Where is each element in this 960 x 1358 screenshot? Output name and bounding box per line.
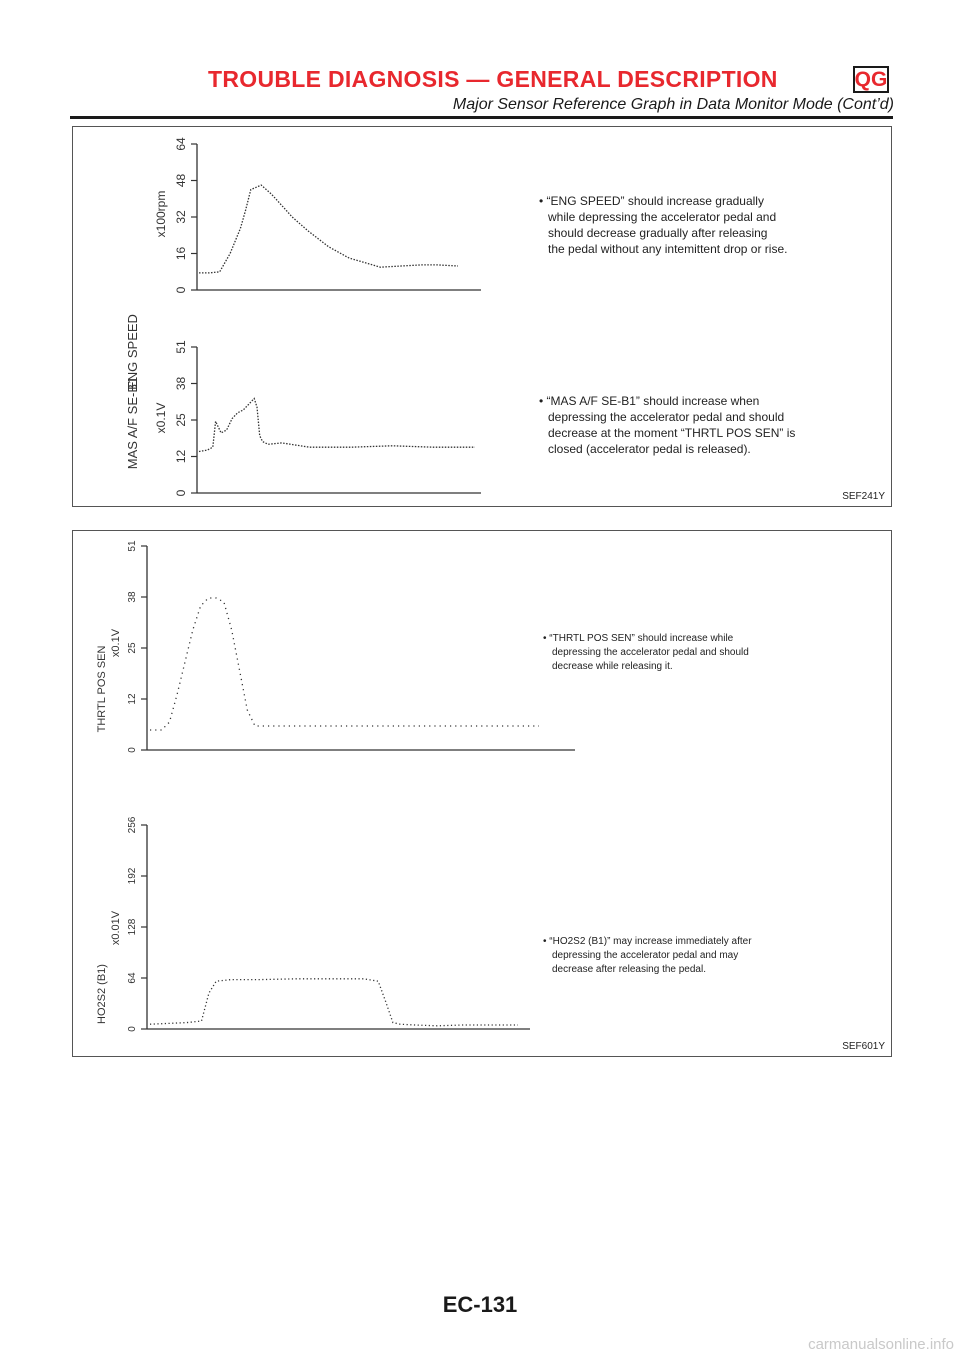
mas-af-note xyxy=(539,393,795,457)
y-tick-label: 0 xyxy=(174,489,188,497)
figure-sef241y xyxy=(72,126,892,507)
note-line: depressing the accelerator pedal and should xyxy=(548,410,785,424)
figure-id: SEF601Y xyxy=(842,1041,885,1052)
eng-speed-label: ENG SPEED xyxy=(125,314,140,390)
page-number: EC-131 xyxy=(442,1292,518,1317)
note-line: decrease after releasing the pedal. xyxy=(552,964,706,975)
page-subtitle: Major Sensor Reference Graph in Data Monitor Mode (Cont’d) xyxy=(452,96,894,113)
y-tick-label: 64 xyxy=(174,137,188,151)
y-tick-label: 25 xyxy=(174,413,188,427)
thrtl-pos-unit: x0.1V xyxy=(110,628,122,658)
y-tick-label: 16 xyxy=(174,246,188,261)
ho2s2-chart xyxy=(96,816,530,1032)
y-tick-label: 51 xyxy=(127,540,138,552)
y-tick-label: 0 xyxy=(127,1026,138,1032)
note-line: closed (accelerator pedal is released). xyxy=(548,442,751,456)
note-line: • “ENG SPEED” should increase gradually xyxy=(539,194,764,208)
note-line: • “MAS A/F SE-B1” should increase when xyxy=(539,394,760,408)
thrtl-pos-trace xyxy=(150,598,539,730)
y-tick-label: 0 xyxy=(127,747,138,753)
note-line: decrease at the moment “THRTL POS SEN” is xyxy=(548,426,796,440)
figure-id: SEF241Y xyxy=(842,491,885,502)
ho2s2-axes xyxy=(127,816,530,1032)
page-title: TROUBLE DIAGNOSIS — GENERAL DESCRIPTION xyxy=(208,66,778,92)
y-tick-label: 12 xyxy=(127,693,138,705)
ho2s2-note xyxy=(543,935,752,977)
note-line: depressing the accelerator pedal and may xyxy=(552,950,739,961)
y-tick-label: 51 xyxy=(174,340,188,354)
y-tick-label: 48 xyxy=(174,173,188,188)
note-line: depressing the accelerator pedal and should xyxy=(552,647,749,658)
mas-af-unit: x0.1V xyxy=(154,402,168,434)
y-tick-label: 0 xyxy=(174,286,188,294)
y-tick-label: 128 xyxy=(127,918,138,936)
eng-speed-note xyxy=(539,193,787,257)
y-tick-label: 256 xyxy=(127,816,138,834)
note-line: the pedal without any intemittent drop or rise. xyxy=(548,242,788,256)
thrtl-pos-note xyxy=(543,632,749,674)
eng-speed-unit: x100rpm xyxy=(154,190,168,238)
y-tick-label: 12 xyxy=(174,449,188,464)
note-line: should decrease gradually after releasing xyxy=(548,226,768,240)
y-tick-label: 192 xyxy=(127,867,138,885)
note-line: decrease while releasing it. xyxy=(552,661,673,672)
mas-af-trace xyxy=(199,399,475,452)
figure-sef601y xyxy=(72,530,892,1057)
thrtl-pos-chart xyxy=(96,540,575,753)
engine-badge: QG xyxy=(853,66,889,93)
y-tick-label: 64 xyxy=(127,972,138,984)
figure-sef601y-svg xyxy=(73,531,893,1058)
mas-af-label: MAS A/F SE-B1 xyxy=(125,376,140,470)
ho2s2-unit: x0.01V xyxy=(110,910,122,946)
mas-af-chart xyxy=(125,340,481,496)
note-line: while depressing the accelerator pedal and xyxy=(548,210,777,224)
ho2s2-trace xyxy=(150,979,518,1026)
note-line: • “THRTL POS SEN” should increase while xyxy=(543,633,734,644)
y-tick-label: 32 xyxy=(174,210,188,224)
ho2s2-label: HO2S2 (B1) xyxy=(96,964,108,1024)
y-tick-label: 25 xyxy=(127,642,138,654)
thrtl-pos-label: THRTL POS SEN xyxy=(96,645,108,733)
eng-speed-axes xyxy=(174,137,481,293)
mas-af-axes xyxy=(174,340,481,496)
thrtl-pos-axes xyxy=(127,540,575,753)
note-line: • “HO2S2 (B1)” may increase immediately after xyxy=(543,936,752,947)
eng-speed-trace xyxy=(199,185,458,273)
y-tick-label: 38 xyxy=(127,591,138,603)
watermark: carmanualsonline.info xyxy=(808,1336,954,1353)
header-rule xyxy=(70,116,893,119)
y-tick-label: 38 xyxy=(174,376,188,391)
